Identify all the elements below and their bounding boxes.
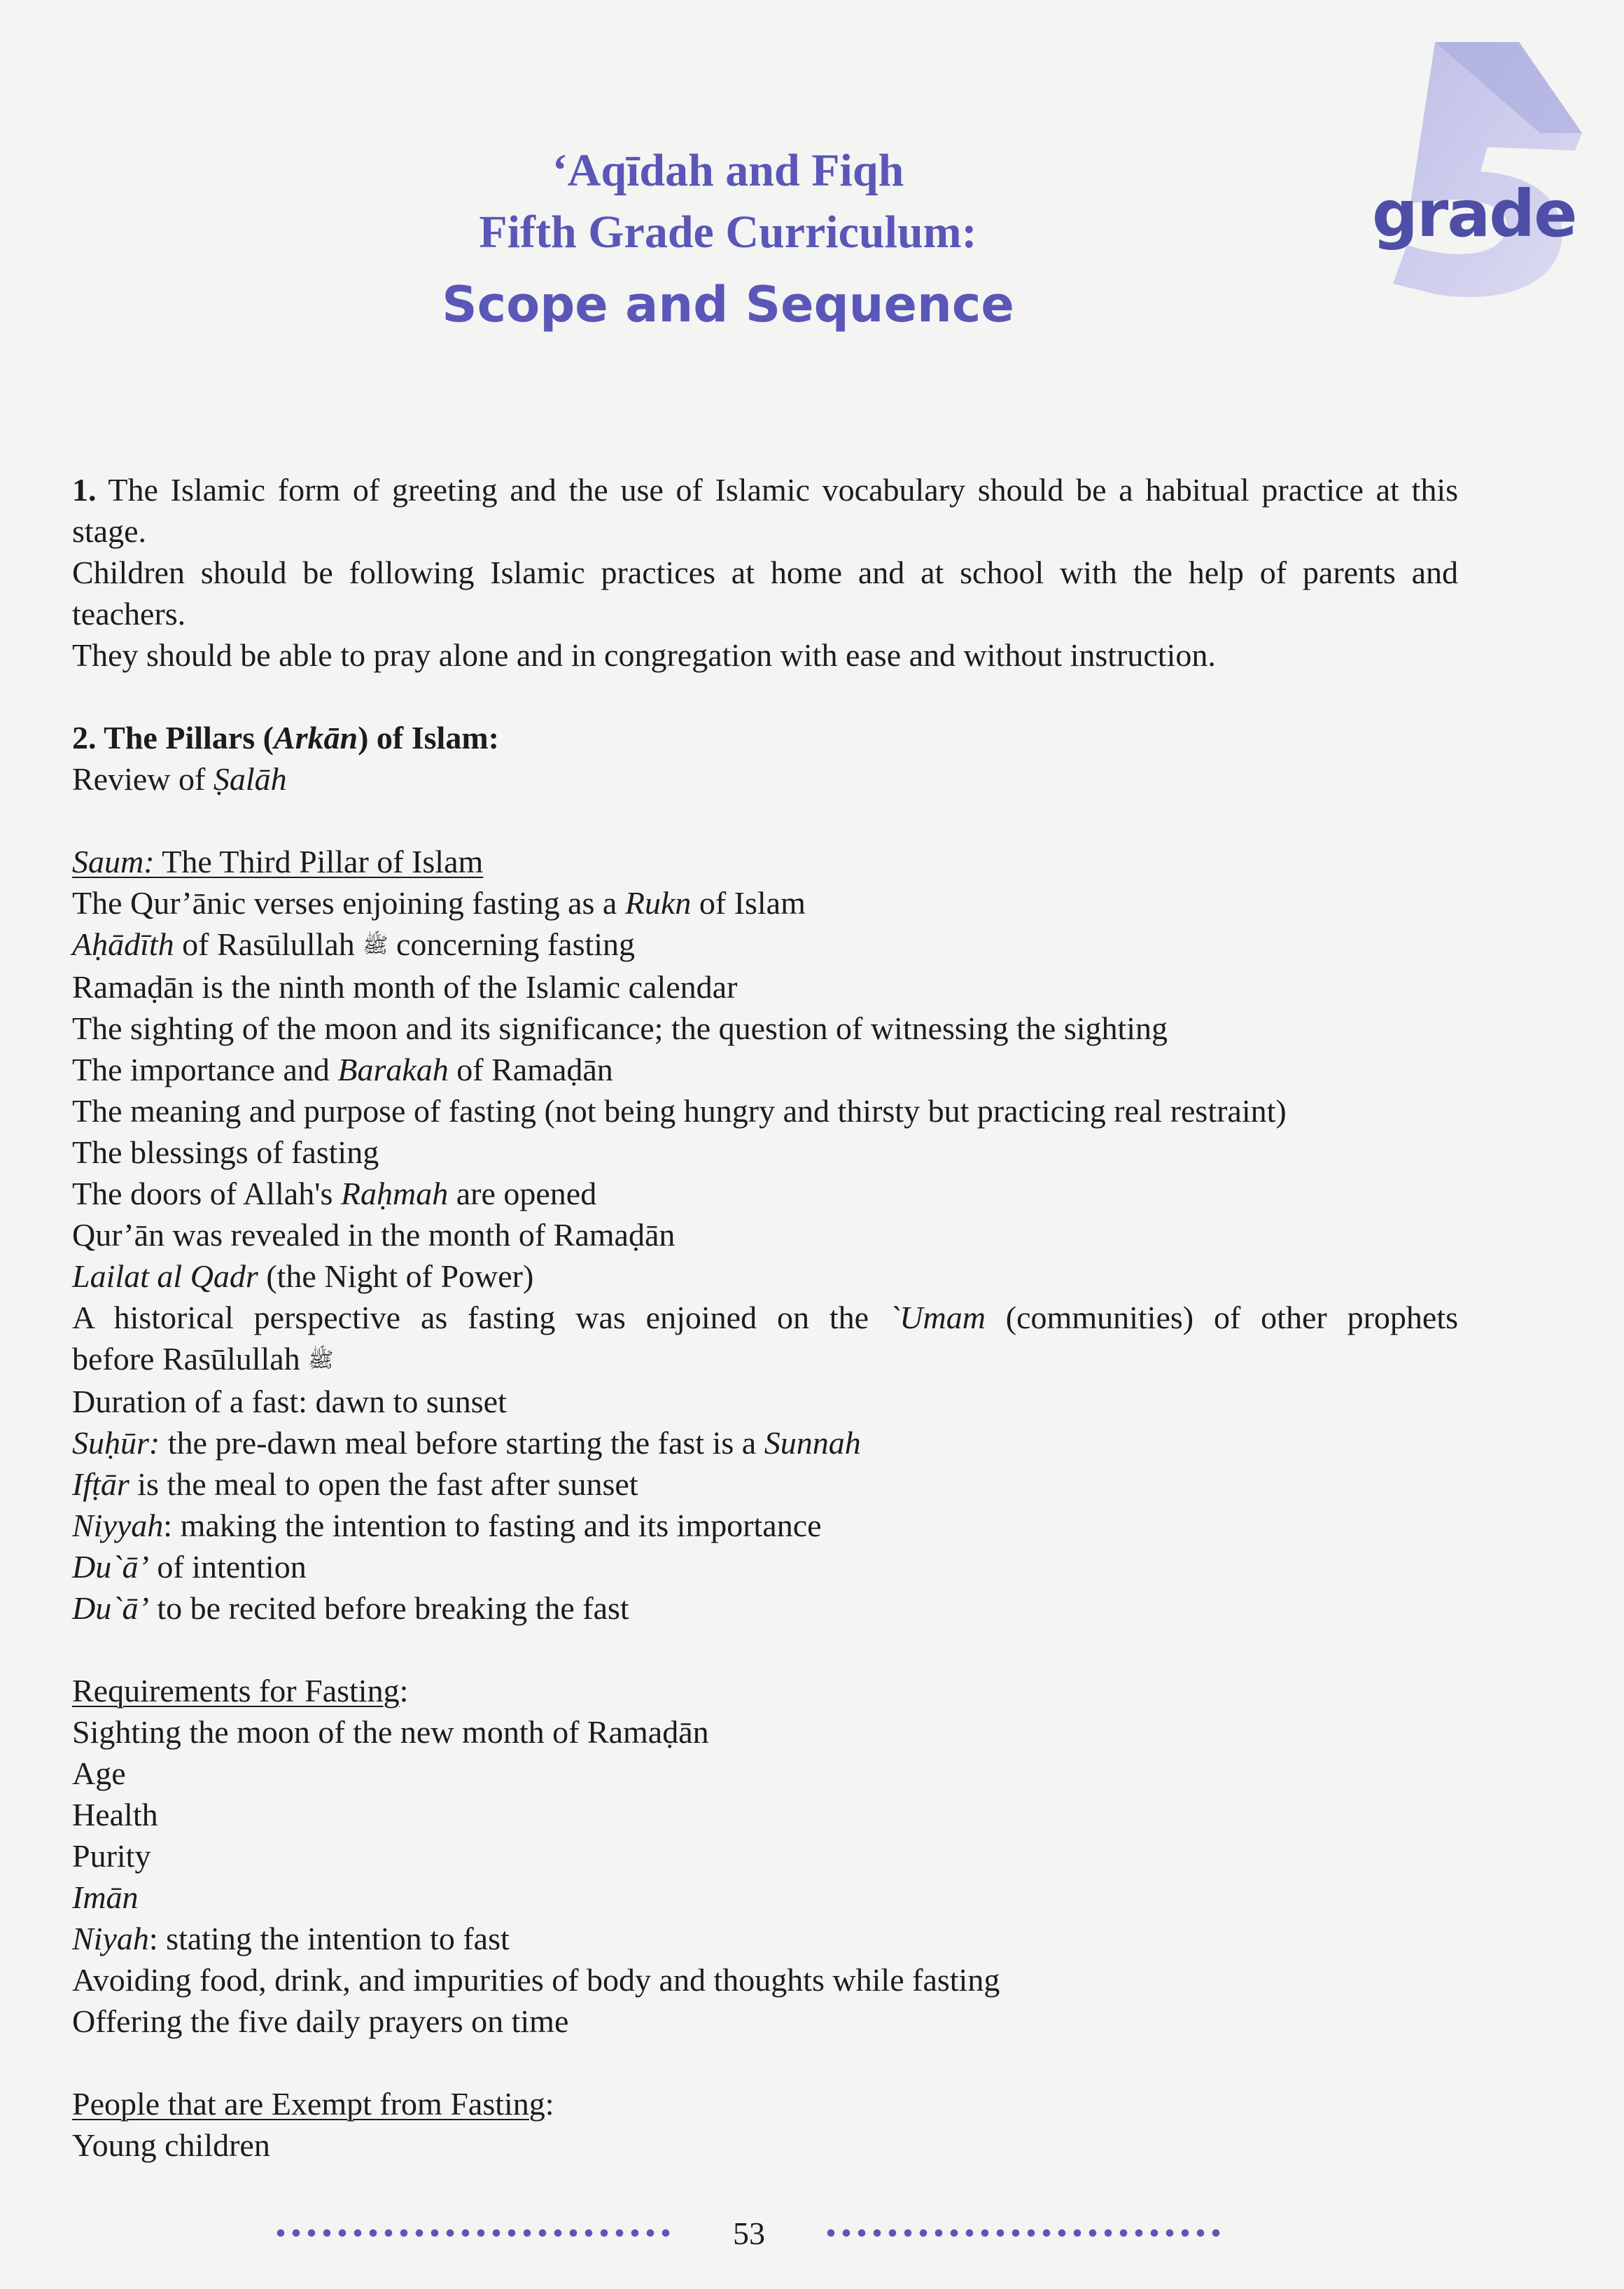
section-1-line-4: teachers. — [72, 596, 186, 632]
page-title-line-2: Fifth Grade Curriculum: — [479, 207, 977, 258]
list-item: Young children — [72, 2127, 270, 2163]
list-item: Du`ā’ to be recited before breaking the fast — [72, 1590, 629, 1626]
list-item: Lailat al Qadr (the Night of Power) — [72, 1258, 534, 1294]
list-item: Imān — [72, 1879, 139, 1915]
requirements-heading: Requirements for Fasting: — [72, 1673, 409, 1709]
list-item: Sighting the moon of the new month of Ramaḍān — [72, 1714, 709, 1750]
document-body — [72, 469, 1458, 2166]
list-item: Duration of a fast: dawn to sunset — [72, 1384, 507, 1419]
section-1-line-5: They should be able to pray alone and in congregation with ease and without instruction. — [72, 637, 1216, 673]
list-item: The meaning and purpose of fasting (not being hungry and thirsty but practicing real restraint) — [72, 1093, 1287, 1129]
list-item: Suḥūr: the pre-dawn meal before starting the fast is a Sunnah — [72, 1425, 861, 1461]
page-title-line-1: ‘Aqīdah and Fiqh — [552, 145, 904, 196]
list-item: Age — [72, 1755, 126, 1791]
list-item: The blessings of fasting — [72, 1134, 379, 1170]
list-item: Niyyah: making the intention to fasting and its importance — [72, 1508, 822, 1543]
list-item: Qur’ān was revealed in the month of Ramaḍān — [72, 1217, 676, 1253]
page-footer — [266, 2213, 1232, 2255]
list-item: Du`ā’ of intention — [72, 1549, 307, 1585]
list-item: Health — [72, 1797, 158, 1832]
footer-dots-left — [273, 2228, 673, 2238]
section-2-heading: 2. The Pillars (Arkān) of Islam: — [72, 720, 499, 756]
list-item: The doors of Allah's Raḥmah are opened — [72, 1176, 597, 1211]
page-subtitle: Scope and Sequence — [442, 276, 1014, 333]
list-item: A historical perspective as fasting was enjoined on the `Umam (communities) of other prophets — [72, 1300, 1458, 1335]
grade-label: grade — [1372, 176, 1576, 251]
section-1-line-3: Children should be following Islamic practices at home and at school with the help of parents and — [72, 555, 1458, 590]
footer-dots-right — [823, 2228, 1224, 2238]
list-item: Offering the five daily prayers on time — [72, 2003, 569, 2039]
list-item: Avoiding food, drink, and impurities of body and thoughts while fasting — [72, 1962, 1000, 1998]
list-item: The importance and Barakah of Ramaḍān — [72, 1052, 613, 1087]
list-item: Purity — [72, 1838, 151, 1874]
list-item: Niyah: stating the intention to fast — [72, 1921, 510, 1956]
title-block — [0, 140, 1456, 343]
exempt-heading: People that are Exempt from Fasting: — [72, 2086, 554, 2122]
list-item: Aḥādīth of Rasūlullah ﷺ concerning fasting — [72, 926, 636, 962]
review-line: Review of Ṣalāh — [72, 761, 287, 797]
page-number: 53 — [733, 2215, 765, 2251]
saum-heading: Saum: The Third Pillar of Islam — [72, 844, 484, 879]
section-1-line-2: stage. — [72, 513, 147, 549]
salutation-icon: ﷺ — [363, 934, 388, 957]
list-item: Ramaḍān is the ninth month of the Islamic calendar — [72, 969, 738, 1005]
list-item: before Rasūlullah ﷺ — [72, 1341, 334, 1377]
section-1-line-1: 1. The Islamic form of greeting and the use of Islamic vocabulary should be a habitual practice at this — [72, 472, 1458, 508]
list-item: Ifṭār is the meal to open the fast after sunset — [72, 1466, 638, 1502]
list-item: The sighting of the moon and its significance; the question of witnessing the sighting — [72, 1010, 1168, 1046]
salutation-icon: ﷺ — [308, 1349, 334, 1372]
list-item: The Qur’ānic verses enjoining fasting as a Rukn of Islam — [72, 885, 806, 921]
